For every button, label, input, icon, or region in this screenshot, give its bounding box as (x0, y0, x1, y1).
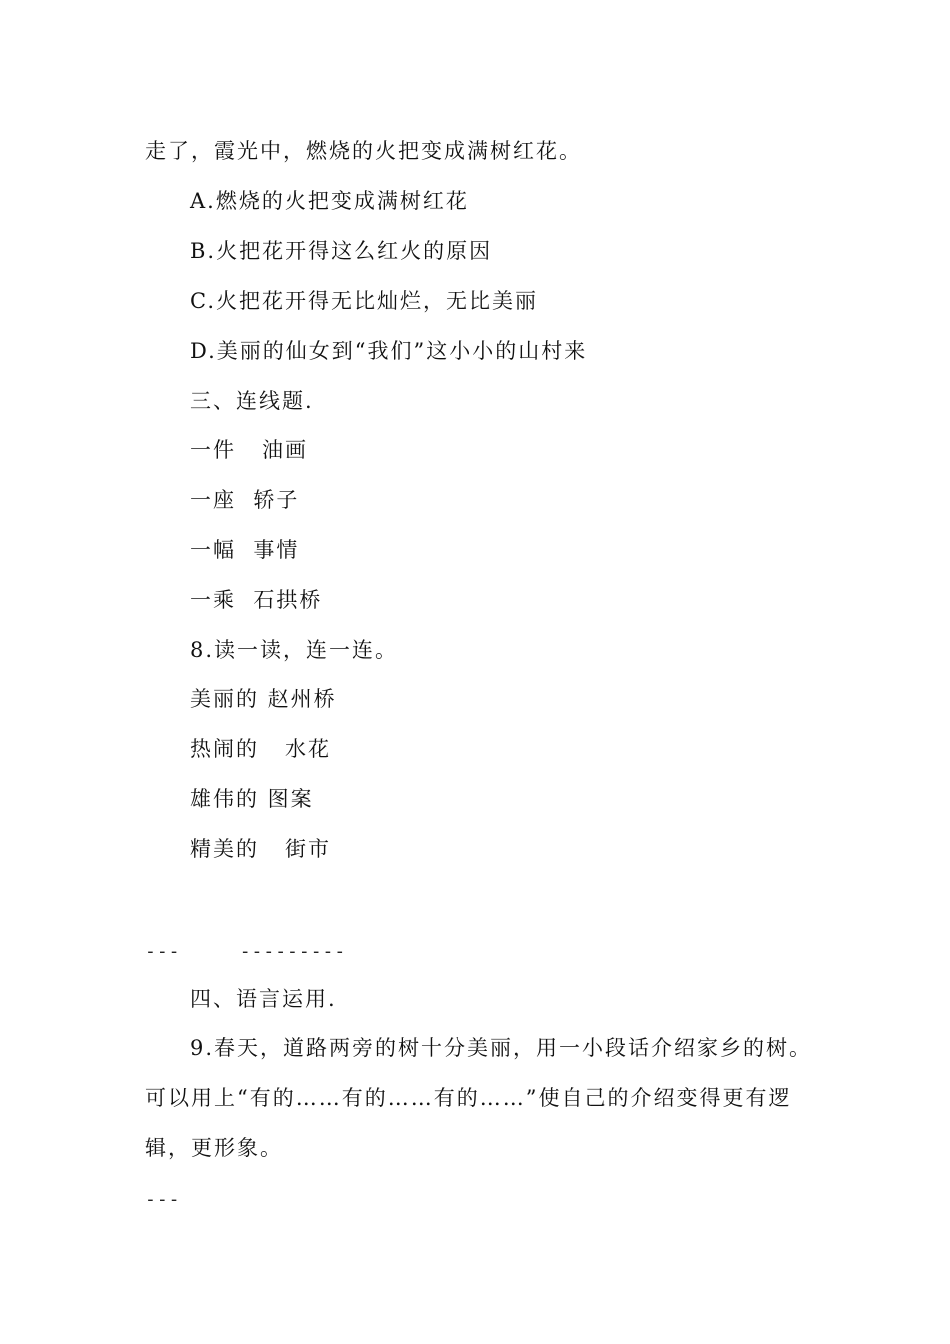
adjective-pair-1: 美丽的 赵州桥 (190, 687, 337, 711)
measure-pair-1: 一件 油画 (190, 438, 309, 462)
choice-b: B.火把花开得这么红火的原因 (190, 239, 493, 263)
adjective-pair-3: 雄伟的 图案 (190, 787, 314, 811)
separator-line: --- --------- (145, 941, 347, 962)
question-9-line-2: 可以用上“有的……有的……有的……”使自己的介绍变得更有逻 (145, 1086, 792, 1110)
question-9-line-1: 9.春天，道路两旁的树十分美丽，用一小段话介绍家乡的树。 (190, 1036, 813, 1060)
question-8-heading: 8.读一读，连一连。 (190, 638, 399, 662)
choice-d: D.美丽的仙女到“我们”这小小的山村来 (190, 339, 588, 363)
question-9-line-3: 辑，更形象。 (145, 1136, 283, 1160)
measure-pair-3: 一幅 事情 (190, 538, 300, 562)
measure-pair-2: 一座 轿子 (190, 488, 300, 512)
adjective-pair-2: 热闹的 水花 (190, 737, 332, 761)
section-3-heading: 三、连线题. (190, 389, 314, 413)
section-4-heading: 四、语言运用. (190, 987, 337, 1011)
separator-line-end: --- (145, 1189, 181, 1210)
passage-continuation: 走了，霞光中，燃烧的火把变成满树红花。 (145, 139, 582, 163)
measure-pair-4: 一乘 石拱桥 (190, 588, 323, 612)
adjective-pair-4: 精美的 街市 (190, 837, 332, 861)
choice-c: C.火把花开得无比灿烂，无比美丽 (190, 289, 538, 313)
choice-a: A.燃烧的火把变成满树红花 (190, 189, 469, 213)
